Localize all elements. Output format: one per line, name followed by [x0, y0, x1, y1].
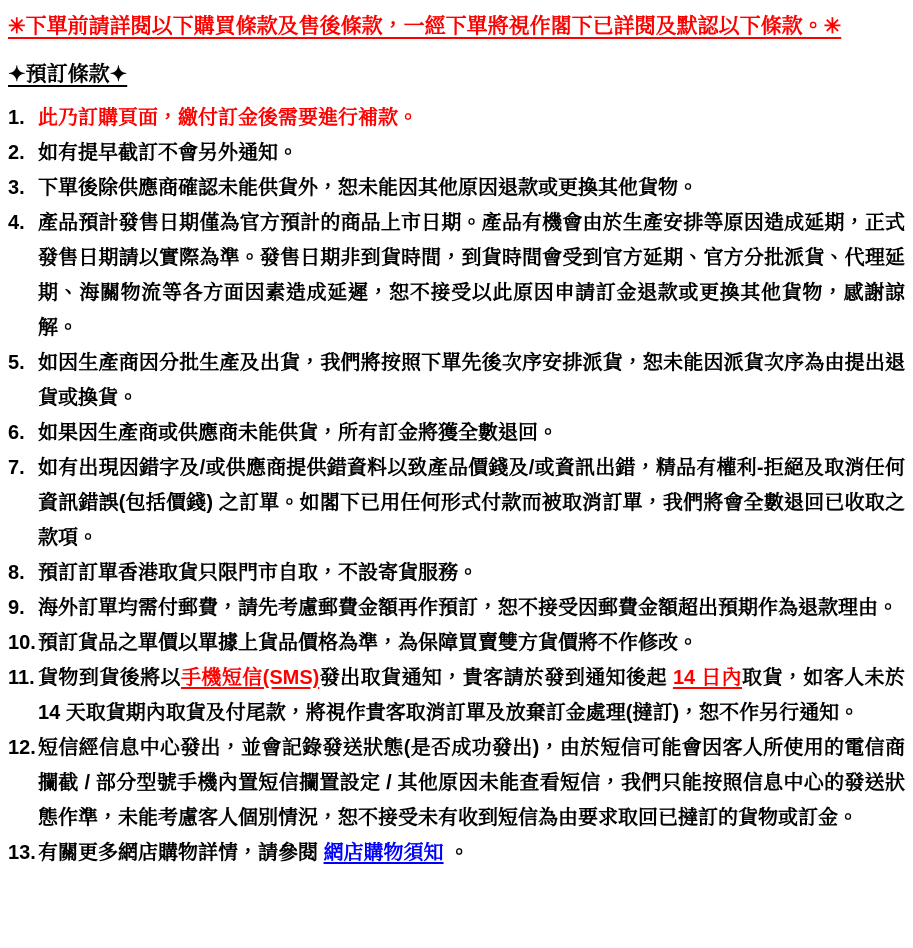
store-shopping-notice-link[interactable]: 網店購物須知	[323, 842, 444, 864]
term-text	[38, 171, 905, 206]
term-text	[38, 591, 905, 626]
term-text-segment: 取貨，如客人未於 14 天取貨期內取貨及付尾款，將視作貴客取消訂單及放棄訂金處理(撻訂)，恕不作另行通知。	[38, 667, 905, 724]
term-item-10	[8, 626, 905, 661]
term-number: 11.	[8, 667, 35, 689]
term-text	[38, 101, 905, 136]
term-number: 3.	[8, 177, 25, 199]
term-text-segment: 下單後除供應商確認未能供貨外，恕未能因其他原因退款或更換其他貨物。	[38, 177, 698, 199]
term-text-segment: 14 日內	[672, 667, 743, 689]
term-text	[38, 451, 905, 556]
term-text-segment: 如因生產商因分批生產及出貨，我們將按照下單先後次序安排派貨，恕未能因派貨次序為由提出退貨或換貨。	[38, 352, 905, 409]
term-number: 2.	[8, 142, 25, 164]
term-text-segment: 短信經信息中心發出，並會記錄發送狀態(是否成功發出)，由於短信可能會因客人所使用的電信商攔截 / 部分型號手機內置短信攔置設定 / 其他原因未能查看短信，我們只能按照信息中心的發送狀態作準，未能考慮客人個別情況，恕不接受未有收到短信為由要求取回已撻訂的貨物或訂金。	[38, 737, 905, 829]
term-text	[38, 661, 905, 731]
term-text-segment: 預訂訂單香港取貨只限門市自取，不設寄貨服務。	[38, 562, 478, 584]
term-number: 10.	[8, 632, 36, 654]
term-text	[38, 836, 905, 871]
term-text-segment: 產品預計發售日期僅為官方預計的商品上市日期。產品有機會由於生產安排等原因造成延期，正式發售日期請以實際為準。發售日期非到貨時間，到貨時間會受到官方延期、官方分批派貨、代理延期、海關物流等各方面因素造成延遲，恕不接受以此原因申請訂金退款或更換其他貨物，感謝諒解。	[38, 212, 905, 339]
term-text-segment: 如有出現因錯字及/或供應商提供錯資料以致產品價錢及/或資訊出錯，精品有權利-拒絕及取消任何資訊錯誤(包括價錢) 之訂單。如閣下已用任何形式付款而被取消訂單，我們將會全數退回已收取之款項。	[38, 457, 905, 549]
term-number: 9.	[8, 597, 25, 619]
term-item-6	[8, 416, 905, 451]
term-number: 13.	[8, 842, 36, 864]
term-item-1	[8, 101, 905, 136]
terms-list	[8, 101, 905, 871]
term-text	[38, 206, 905, 346]
term-text-segment: 發出取貨通知，貴客請於發到通知後起	[319, 667, 673, 689]
term-text-segment: 貨物到貨後將以	[38, 667, 181, 689]
term-item-11	[8, 661, 905, 731]
pre-order-warning-banner: ✳下單前請詳閱以下購買條款及售後條款，一經下單將視作閣下已詳閱及默認以下條款。✳	[8, 15, 842, 38]
term-number: 5.	[8, 352, 25, 374]
term-text-segment: 此乃訂購頁面，繳付訂金後需要進行補款。	[38, 107, 418, 129]
term-item-4	[8, 206, 905, 346]
section-title-preorder-terms: ✦預訂條款✦	[8, 63, 128, 86]
term-text	[38, 731, 905, 836]
term-text	[38, 416, 905, 451]
term-item-5	[8, 346, 905, 416]
term-text	[38, 346, 905, 416]
term-number: 7.	[8, 457, 25, 479]
term-item-12	[8, 731, 905, 836]
term-item-9	[8, 591, 905, 626]
term-text-segment: 如果因生產商或供應商未能供貨，所有訂金將獲全數退回。	[38, 422, 558, 444]
term-number: 4.	[8, 212, 25, 234]
term-item-3	[8, 171, 905, 206]
term-number: 8.	[8, 562, 25, 584]
term-text-segment: 手機短信(SMS)	[180, 667, 320, 689]
term-number: 1.	[8, 107, 25, 129]
term-text-segment: 預訂貨品之單價以單據上貨品價格為準，為保障買賣雙方貨價將不作修改。	[38, 632, 698, 654]
term-text-segment: 有關更多網店購物詳情，請參閱	[38, 842, 324, 864]
term-item-8	[8, 556, 905, 591]
term-item-2	[8, 136, 905, 171]
term-text-segment: 。	[443, 842, 470, 864]
term-number: 12.	[8, 737, 36, 759]
term-number: 6.	[8, 422, 25, 444]
term-item-7	[8, 451, 905, 556]
term-text-segment: 如有提早截訂不會另外通知。	[38, 142, 298, 164]
term-text	[38, 626, 905, 661]
term-text	[38, 556, 905, 591]
term-text-segment: 海外訂單均需付郵費，請先考慮郵費金額再作預訂，恕不接受因郵費金額超出預期作為退款理由。	[38, 597, 898, 619]
term-text	[38, 136, 905, 171]
term-item-13	[8, 836, 905, 871]
